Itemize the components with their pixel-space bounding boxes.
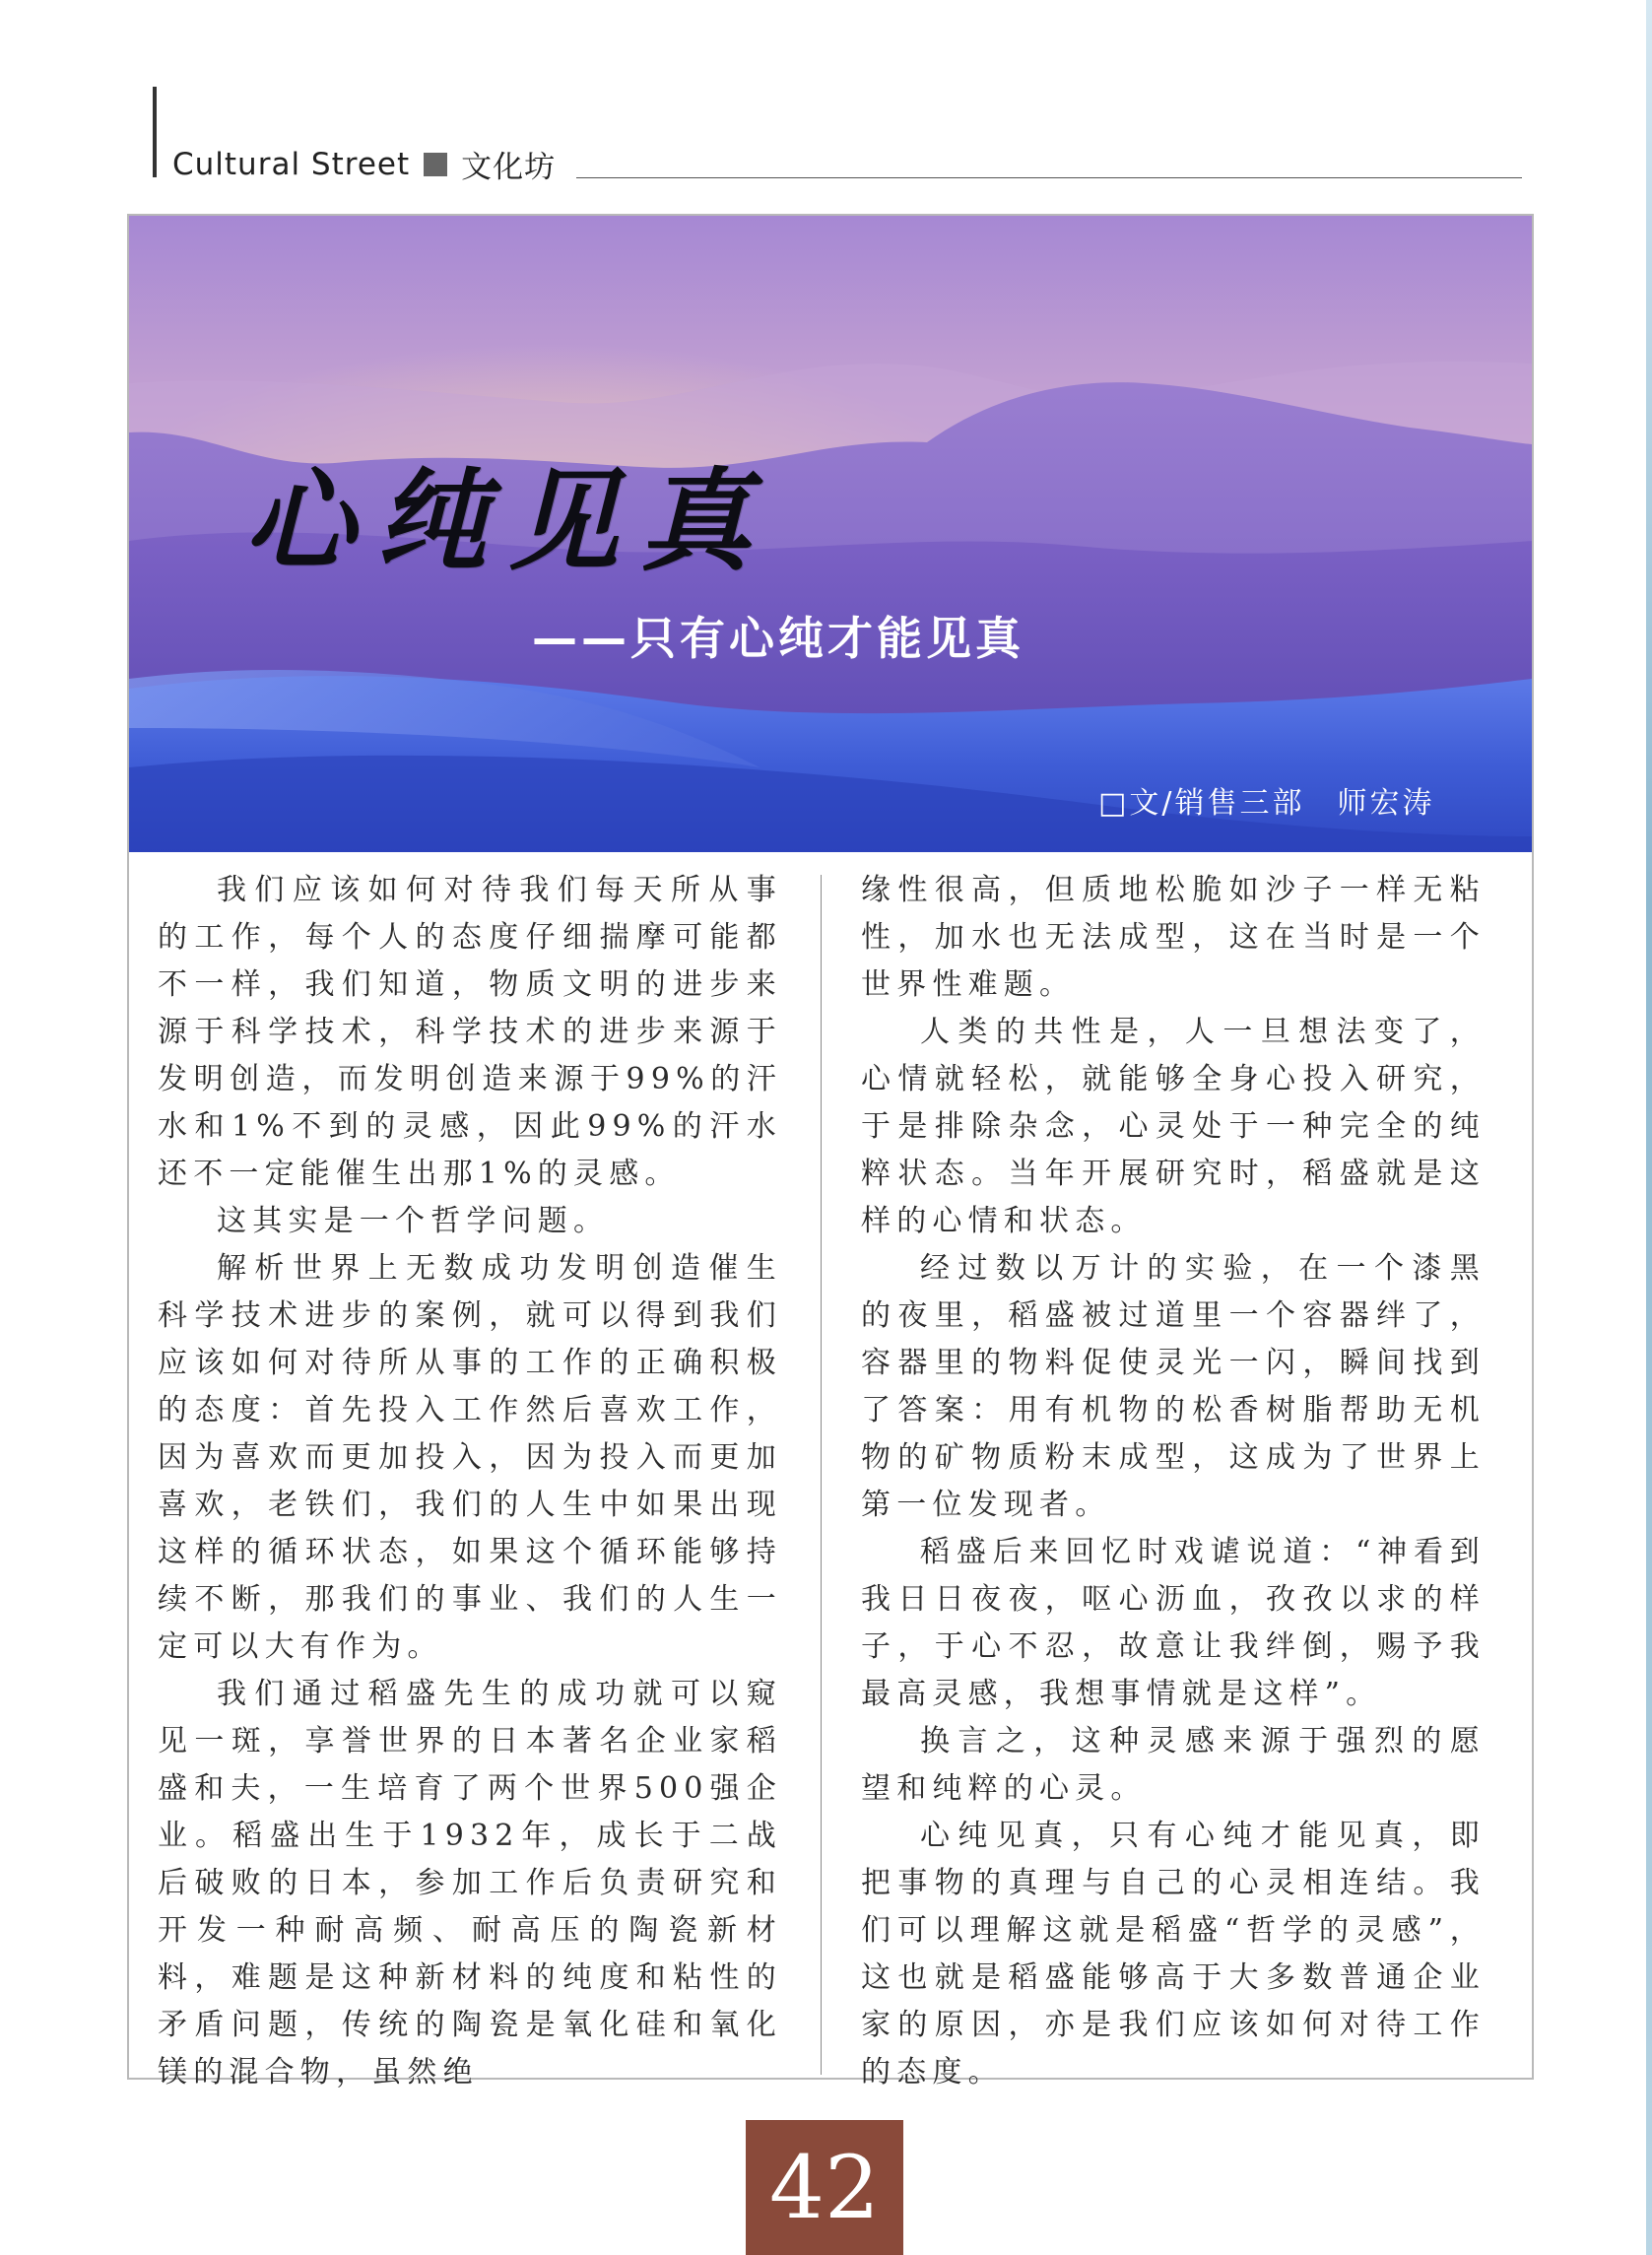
page-number: 42 (746, 2120, 903, 2255)
column-divider (821, 875, 822, 2075)
square-bullet-icon (424, 153, 447, 176)
article-title: 心纯见真 (244, 457, 772, 586)
article-author: □文/销售三部 师宏涛 (1098, 786, 1435, 821)
paragraph: 我们应该如何对待我们每天所从事的工作，每个人的态度仔细揣摩可能都不一样，我们知道，物质文明的进步来源于科学技术，科学技术的进步来源于发明创造，而发明创造来源于99%的汗水和1%不到的灵感，因此99%的汗水还不一定能催生出那1%的灵感。 (158, 873, 782, 1191)
right-column (861, 867, 1486, 2096)
header-accent-bar (153, 87, 157, 177)
header-rule (576, 177, 1522, 178)
paragraph: 解析世界上无数成功发明创造催生科学技术进步的案例，就可以得到我们应该如何对待所从事的工作的正确积极的态度：首先投入工作然后喜欢工作，因为喜欢而更加投入，因为投入而更加喜欢，老铁们，我们的人生中如果出现这样的循环状态，如果这个循环能够持续不断，那我们的事业、我们的人生一定可以大有作为。 (158, 1251, 782, 1664)
paragraph: 这其实是一个哲学问题。 (217, 1204, 610, 1238)
left-column (158, 867, 782, 2096)
section-title-cn: 文化坊 (461, 150, 557, 185)
paragraph: 心纯见真，只有心纯才能见真，即把事物的真理与自己的心灵相连结。我们可以理解这就是稻盛“哲学的灵感”，这也就是稻盛能够高于大多数普通企业家的原因，亦是我们应该如何对待工作的态度。 (861, 1819, 1486, 2089)
page-edge-strip (1646, 0, 1652, 2255)
section-header (172, 142, 556, 186)
section-title-en: Cultural Street (172, 146, 411, 182)
paragraph: 人类的共性是，人一旦想法变了，心情就轻松，就能够全身心投入研究，于是排除杂念，心灵处于一种完全的纯粹状态。当年开展研究时，稻盛就是这样的心情和状态。 (861, 1015, 1486, 1238)
article-subtitle: ——只有心纯才能见真 (532, 612, 1024, 665)
paragraph: 稻盛后来回忆时戏谑说道：“神看到我日日夜夜，呕心沥血，孜孜以求的样子，于心不忍，故意让我绊倒，赐予我最高灵感，我想事情就是这样”。 (861, 1535, 1486, 1711)
paragraph-continuation: 缘性很高，但质地松脆如沙子一样无粘性，加水也无法成型，这在当时是一个世界性难题。 (861, 873, 1486, 1002)
paragraph: 经过数以万计的实验，在一个漆黑的夜里，稻盛被过道里一个容器绊了，容器里的物料促使灵光一闪，瞬间找到了答案：用有机物的松香树脂帮助无机物的矿物质粉末成型，这成为了世界上第一位发现者。 (861, 1251, 1486, 1522)
paragraph: 换言之，这种灵感来源于强烈的愿望和纯粹的心灵。 (861, 1724, 1486, 1806)
paragraph: 我们通过稻盛先生的成功就可以窥见一斑，享誉世界的日本著名企业家稻盛和夫，一生培育了两个世界500强企业。稻盛出生于1932年，成长于二战后破败的日本，参加工作后负责研究和开发一种耐高频、耐高压的陶瓷新材料，难题是这种新材料的纯度和粘性的矛盾问题，传统的陶瓷是氧化硅和氧化镁的混合物，虽然绝 (158, 1677, 782, 2089)
